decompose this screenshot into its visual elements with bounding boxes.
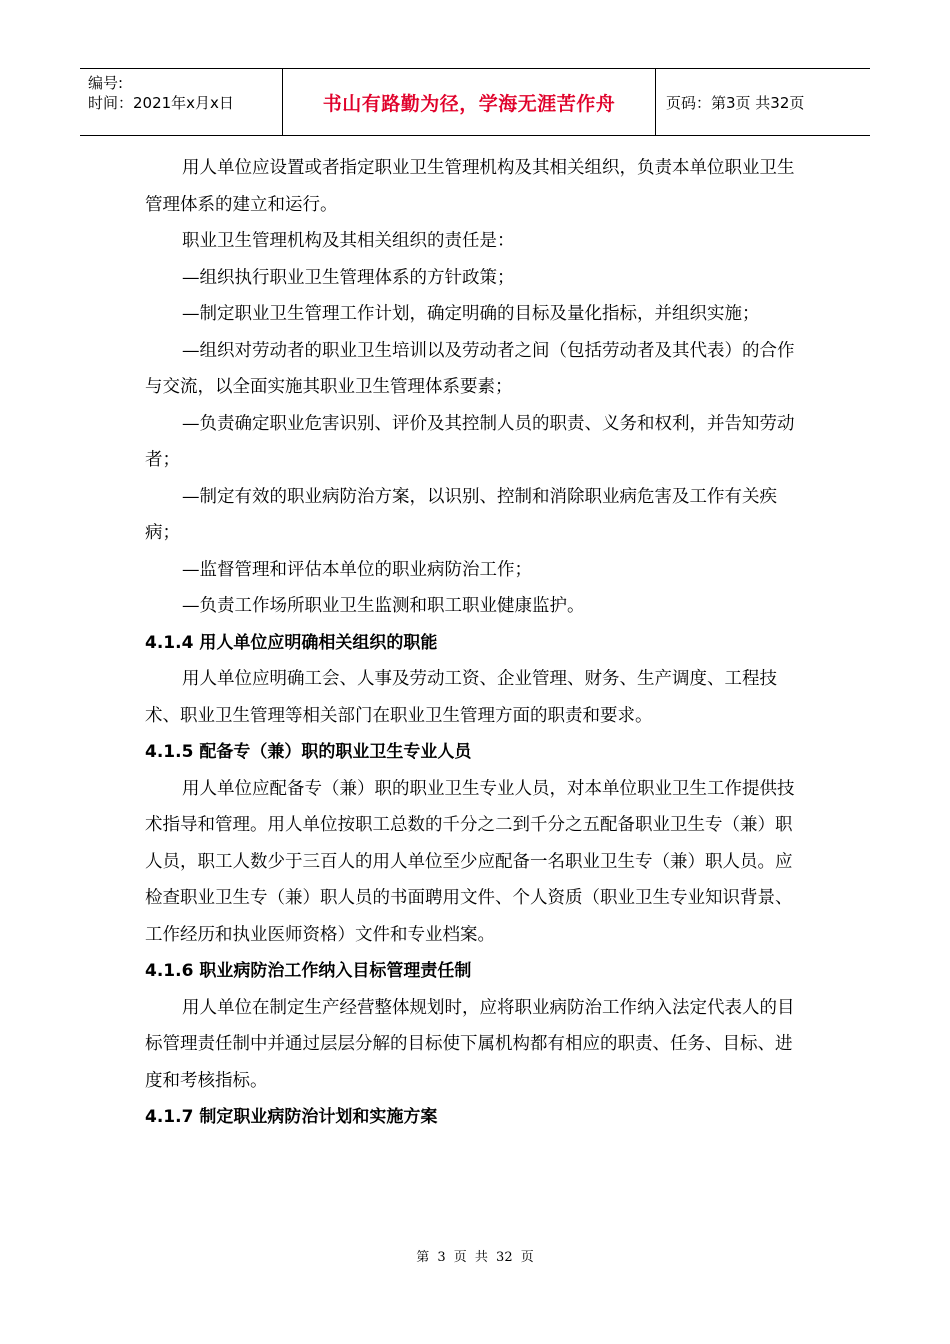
header-meta bbox=[80, 69, 282, 135]
document-date: 时间：2021年x月x日 bbox=[88, 94, 234, 112]
header-page-info: 页码：第3页 共32页 bbox=[666, 93, 805, 112]
body-paragraph: —组织执行职业卫生管理体系的方针政策； bbox=[182, 267, 515, 288]
body-paragraph: 用人单位应配备专（兼）职的职业卫生专业人员，对本单位职业卫生工作提供技术指导和管理。用人单位按职工总数的千分之二到千分之五配备职业卫生专（兼）职人员，职工人数少于三百人的用人单位至少应配备一名职业卫生专（兼）职人员。应检查职业卫生专（兼）职人员的书面聘用文件、个人资质（职业卫生专业知识背景、工作经历和执业医师资格）文件和专业档案。 bbox=[145, 778, 795, 945]
document-number-label: 编号: bbox=[88, 74, 124, 92]
body-paragraph: —负责工作场所职业卫生监测和职工职业健康监护。 bbox=[182, 596, 585, 616]
body-paragraph: —制定有效的职业病防治方案，以识别、控制和消除职业病危害及工作有关疾病； bbox=[145, 486, 777, 543]
section-heading: 4.1.4 用人单位应明确相关组织的职能 bbox=[145, 632, 438, 653]
document-body bbox=[145, 150, 805, 1136]
section-heading: 4.1.6 职业病防治工作纳入目标管理责任制 bbox=[145, 961, 472, 981]
body-paragraph: —组织对劳动者的职业卫生培训以及劳动者之间（包括劳动者及其代表）的合作与交流，以全面实施其职业卫生管理体系要素； bbox=[145, 340, 795, 397]
document-header bbox=[80, 68, 870, 136]
body-paragraph: 用人单位在制定生产经营整体规划时，应将职业病防治工作纳入法定代表人的目标管理责任制中并通过层层分解的目标使下属机构都有相应的职责、任务、目标、进度和考核指标。 bbox=[145, 997, 795, 1091]
header-page-cell bbox=[656, 69, 870, 135]
body-paragraph: 用人单位应设置或者指定职业卫生管理机构及其相关组织，负责本单位职业卫生管理体系的建立和运行。 bbox=[145, 158, 795, 215]
page-footer: 第 3 页 共 32 页 bbox=[416, 1250, 534, 1265]
body-paragraph: —制定职业卫生管理工作计划，确定明确的目标及量化指标，并组织实施； bbox=[182, 304, 760, 324]
body-paragraph: 职业卫生管理机构及其相关组织的责任是： bbox=[182, 231, 515, 251]
header-motto: 书山有路勤为径，学海无涯苦作舟 bbox=[322, 92, 616, 115]
header-motto-cell bbox=[282, 69, 656, 135]
body-paragraph: —监督管理和评估本单位的职业病防治工作； bbox=[182, 559, 532, 580]
body-paragraph: 用人单位应明确工会、人事及劳动工资、企业管理、财务、生产调度、工程技术、职业卫生管理等相关部门在职业卫生管理方面的职责和要求。 bbox=[145, 669, 777, 726]
body-paragraph: —负责确定职业危害识别、评价及其控制人员的职责、义务和权利，并告知劳动者； bbox=[145, 413, 795, 470]
section-heading: 4.1.7 制定职业病防治计划和实施方案 bbox=[145, 1107, 438, 1127]
section-heading: 4.1.5 配备专（兼）职的职业卫生专业人员 bbox=[145, 742, 472, 762]
